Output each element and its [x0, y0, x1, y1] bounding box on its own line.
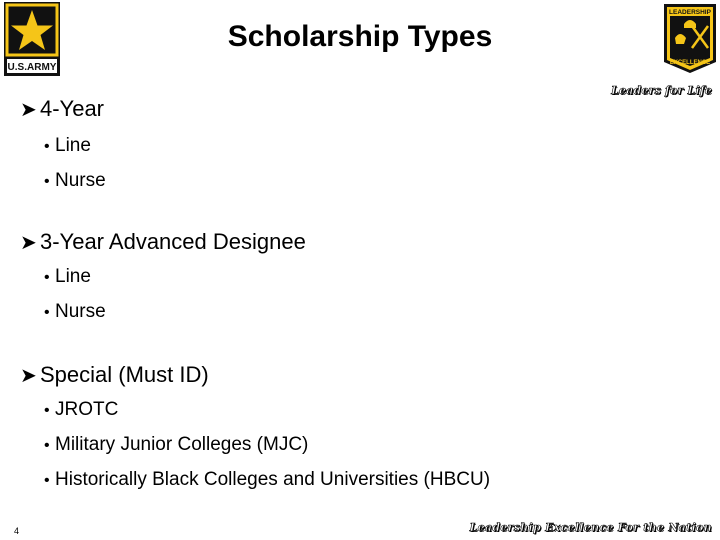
- section-heading: ➤ Special (Must ID): [20, 362, 209, 387]
- list-item: • Line: [44, 266, 91, 287]
- rotc-top-text: LEADERSHIP: [669, 9, 711, 16]
- dot-bullet-icon: •: [44, 437, 50, 454]
- dot-bullet-icon: •: [44, 402, 50, 419]
- page-number: 4: [14, 526, 20, 536]
- list-item: • Military Junior Colleges (MJC): [44, 434, 309, 455]
- dot-bullet-icon: •: [44, 472, 50, 489]
- list-item: • JROTC: [44, 399, 119, 420]
- dot-bullet-icon: •: [44, 269, 50, 286]
- arrow-bullet-icon: ➤: [20, 232, 37, 254]
- dot-bullet-icon: •: [44, 173, 50, 190]
- section-heading: ➤ 4-Year: [20, 96, 105, 121]
- slide-title: Scholarship Types: [227, 20, 493, 53]
- list-item: • Nurse: [44, 170, 106, 191]
- rotc-bottom-text: EXCELLENCE: [669, 60, 711, 66]
- arrow-bullet-icon: ➤: [20, 99, 37, 121]
- list-item: • Nurse: [44, 301, 106, 322]
- list-item: • Line: [44, 135, 91, 156]
- list-item: • Historically Black Colleges and Universities (HBCU): [44, 469, 491, 490]
- arrow-bullet-icon: ➤: [20, 365, 37, 387]
- dot-bullet-icon: •: [44, 138, 50, 155]
- dot-bullet-icon: •: [44, 304, 50, 321]
- section-heading: ➤ 3-Year Advanced Designee: [20, 229, 306, 254]
- motto-text: Leaders for Life: [611, 84, 712, 97]
- army-logo-label: U.S.ARMY: [7, 62, 57, 73]
- footer-tagline: Leadership Excellence For the Nation: [469, 521, 712, 534]
